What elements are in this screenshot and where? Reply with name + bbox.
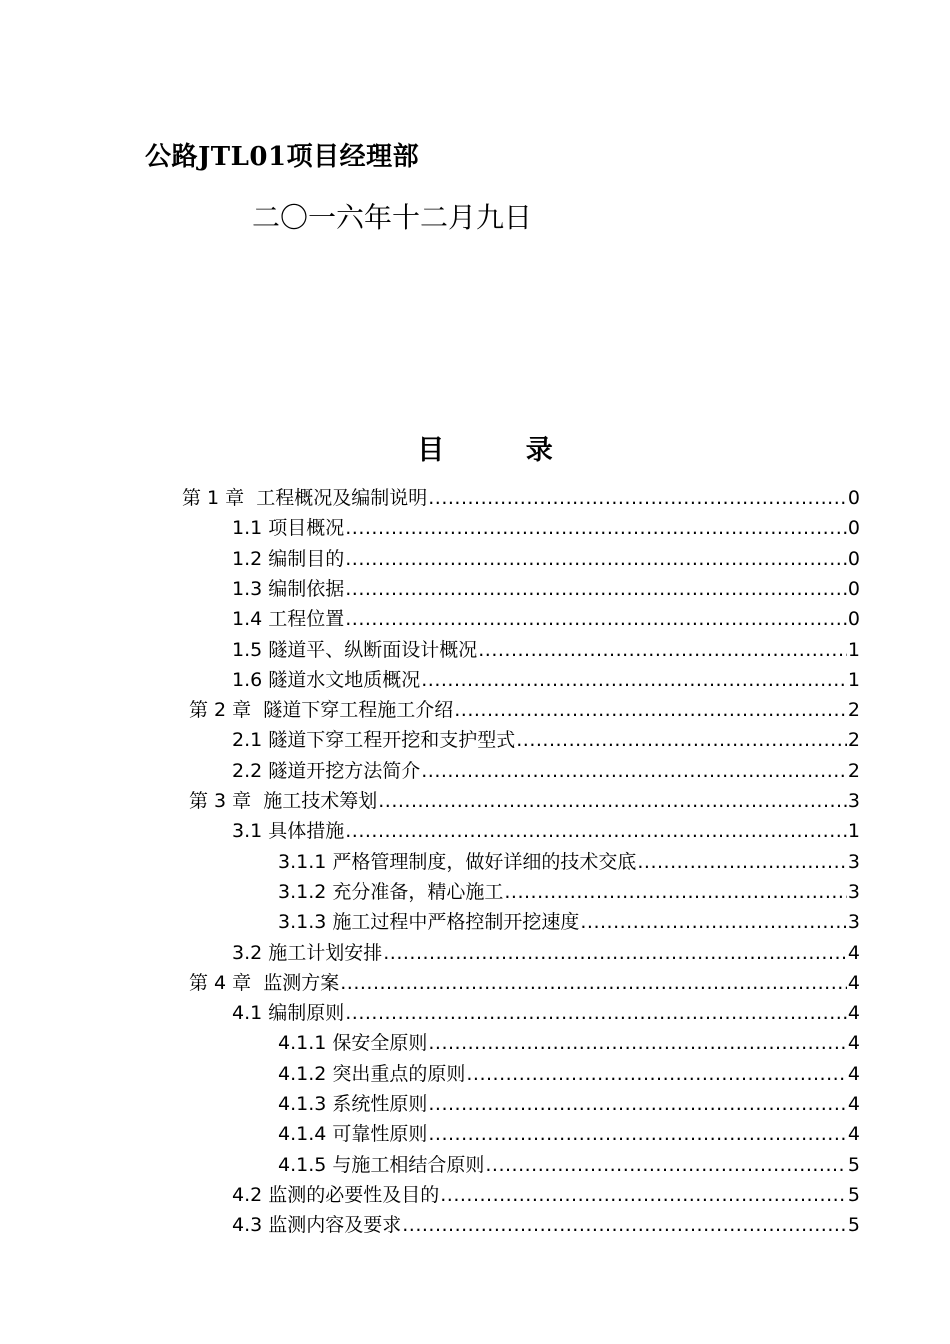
toc-entry[interactable]: [278, 1150, 860, 1180]
toc-entry-page: 2: [847, 759, 860, 782]
toc-dot-leader: [340, 972, 847, 994]
toc-dot-leader: [428, 1032, 847, 1054]
toc-entry-label: 3.1.1 严格管理制度，做好详细的技术交底: [278, 850, 637, 873]
toc-entry[interactable]: [232, 998, 860, 1028]
toc-entry[interactable]: [182, 483, 860, 513]
toc-dot-leader: [428, 487, 847, 509]
toc-entry-label: 第 4 章 监测方案: [189, 971, 340, 994]
toc-entry-label: 1.2 编制目的: [232, 547, 345, 570]
toc-dot-leader: [421, 669, 847, 691]
toc-entry-label: 4.2 监测的必要性及目的: [232, 1183, 440, 1206]
toc-entry-page: 3: [847, 880, 860, 903]
toc-entry-page: 5: [847, 1183, 860, 1206]
toc-entry-label: 3.1.2 充分准备，精心施工: [278, 880, 504, 903]
toc-dot-leader: [516, 729, 847, 751]
toc-entry-page: 3: [847, 790, 860, 812]
toc-dot-leader: [383, 942, 847, 964]
toc-entry-page: 5: [847, 1153, 860, 1176]
toc-entry-page: 4: [847, 1002, 860, 1025]
toc-dot-leader: [428, 1123, 847, 1145]
toc-entry-page: 3: [847, 850, 860, 873]
toc-entry-label: 1.3 编制依据: [232, 577, 345, 600]
toc-entry-label: 3.1 具体措施: [232, 820, 345, 843]
toc-entry[interactable]: [232, 665, 860, 695]
toc-dot-leader: [421, 760, 847, 782]
toc-dot-leader: [402, 1214, 847, 1236]
toc-entry[interactable]: [232, 1180, 860, 1210]
toc-entry-label: 第 2 章 隧道下穿工程施工介绍: [189, 699, 454, 722]
document-date: 二〇一六年十二月九日: [252, 201, 533, 234]
toc-dot-leader: [485, 1154, 847, 1176]
toc-entry-label: 1.5 隧道平、纵断面设计概况: [232, 638, 478, 661]
toc-entry[interactable]: [232, 635, 860, 665]
toc-entry-label: 1.4 工程位置: [232, 608, 345, 631]
toc-dot-leader: [440, 1184, 847, 1206]
toc-entry[interactable]: [232, 574, 860, 604]
toc-dot-leader: [466, 1063, 847, 1085]
toc-entry-page: 1: [847, 668, 860, 691]
toc-dot-leader: [580, 911, 847, 933]
toc-entry-page: 2: [847, 729, 860, 752]
toc-entry-page: 0: [847, 517, 860, 540]
toc-entry-page: 1: [847, 638, 860, 661]
toc-entry[interactable]: [278, 907, 860, 937]
toc-dot-leader: [378, 790, 847, 812]
toc-entry[interactable]: [232, 1210, 860, 1240]
toc-entry[interactable]: [232, 604, 860, 634]
toc-entry[interactable]: [278, 877, 860, 907]
toc-entry-label: 4.1.3 系统性原则: [278, 1093, 428, 1115]
toc-entry[interactable]: [278, 1028, 860, 1058]
toc-entry[interactable]: [232, 756, 860, 786]
toc-entry-label: 4.1.1 保安全原则: [278, 1032, 428, 1055]
toc-entry-label: 第 3 章 施工技术筹划: [189, 790, 378, 812]
toc-dot-leader: [345, 578, 847, 600]
toc-entry-page: 3: [847, 911, 860, 934]
toc-entry-page: 4: [847, 941, 860, 964]
toc-entry-label: 1.6 隧道水文地质概况: [232, 668, 421, 691]
toc-entry-page: 4: [847, 1123, 860, 1146]
toc-entry-page: 4: [847, 971, 860, 994]
toc-entry-page: 0: [847, 608, 860, 631]
toc-dot-leader: [345, 608, 847, 630]
toc-dot-leader: [345, 820, 847, 842]
toc-entry-page: 0: [847, 577, 860, 600]
toc-entry[interactable]: [232, 725, 860, 755]
toc-dot-leader: [454, 699, 847, 721]
toc-entry[interactable]: [189, 968, 860, 998]
toc-entry-label: 1.1 项目概况: [232, 517, 345, 540]
toc-entry-label: 3.2 施工计划安排: [232, 941, 383, 964]
toc-entry-page: 2: [847, 699, 860, 722]
toc-entry[interactable]: [232, 513, 860, 543]
toc-entry-page: 0: [847, 547, 860, 570]
toc-entry-page: 0: [847, 487, 860, 509]
toc-entry-label: 第 1 章 工程概况及编制说明: [182, 487, 428, 509]
toc-entry-label: 4.1.5 与施工相结合原则: [278, 1153, 485, 1176]
toc-dot-leader: [637, 851, 847, 873]
toc-dot-leader: [345, 517, 847, 539]
toc-dot-leader: [478, 639, 847, 661]
toc-entry[interactable]: [189, 695, 860, 725]
toc-entry[interactable]: [189, 786, 860, 816]
organization-name: 公路JTL01项目经理部: [145, 142, 420, 172]
toc-dot-leader: [345, 548, 847, 570]
toc-entry-page: 4: [847, 1062, 860, 1085]
toc-title: 目 录: [417, 435, 589, 466]
toc-entry-label: 2.1 隧道下穿工程开挖和支护型式: [232, 729, 516, 752]
toc-entry-page: 5: [847, 1214, 860, 1237]
toc-entry-label: 4.3 监测内容及要求: [232, 1214, 402, 1237]
toc-entry[interactable]: [232, 544, 860, 574]
toc-dot-leader: [428, 1093, 847, 1115]
toc-entry[interactable]: [232, 938, 860, 968]
toc-entry-page: 4: [847, 1093, 860, 1115]
toc-entry[interactable]: [278, 847, 860, 877]
toc-entry-label: 2.2 隧道开挖方法简介: [232, 759, 421, 782]
toc-entry[interactable]: [278, 1089, 860, 1119]
toc-entry[interactable]: [278, 1119, 860, 1149]
toc-entry-page: 4: [847, 1032, 860, 1055]
toc-entry-label: 4.1.2 突出重点的原则: [278, 1062, 466, 1085]
toc-entry-label: 3.1.3 施工过程中严格控制开挖速度: [278, 911, 580, 934]
toc-entry[interactable]: [278, 1059, 860, 1089]
toc-entry-page: 1: [847, 820, 860, 843]
toc-dot-leader: [504, 881, 847, 903]
toc-entry-label: 4.1.4 可靠性原则: [278, 1123, 428, 1146]
toc-dot-leader: [345, 1002, 847, 1024]
toc-entry-label: 4.1 编制原则: [232, 1002, 345, 1025]
toc-entry[interactable]: [232, 816, 860, 846]
